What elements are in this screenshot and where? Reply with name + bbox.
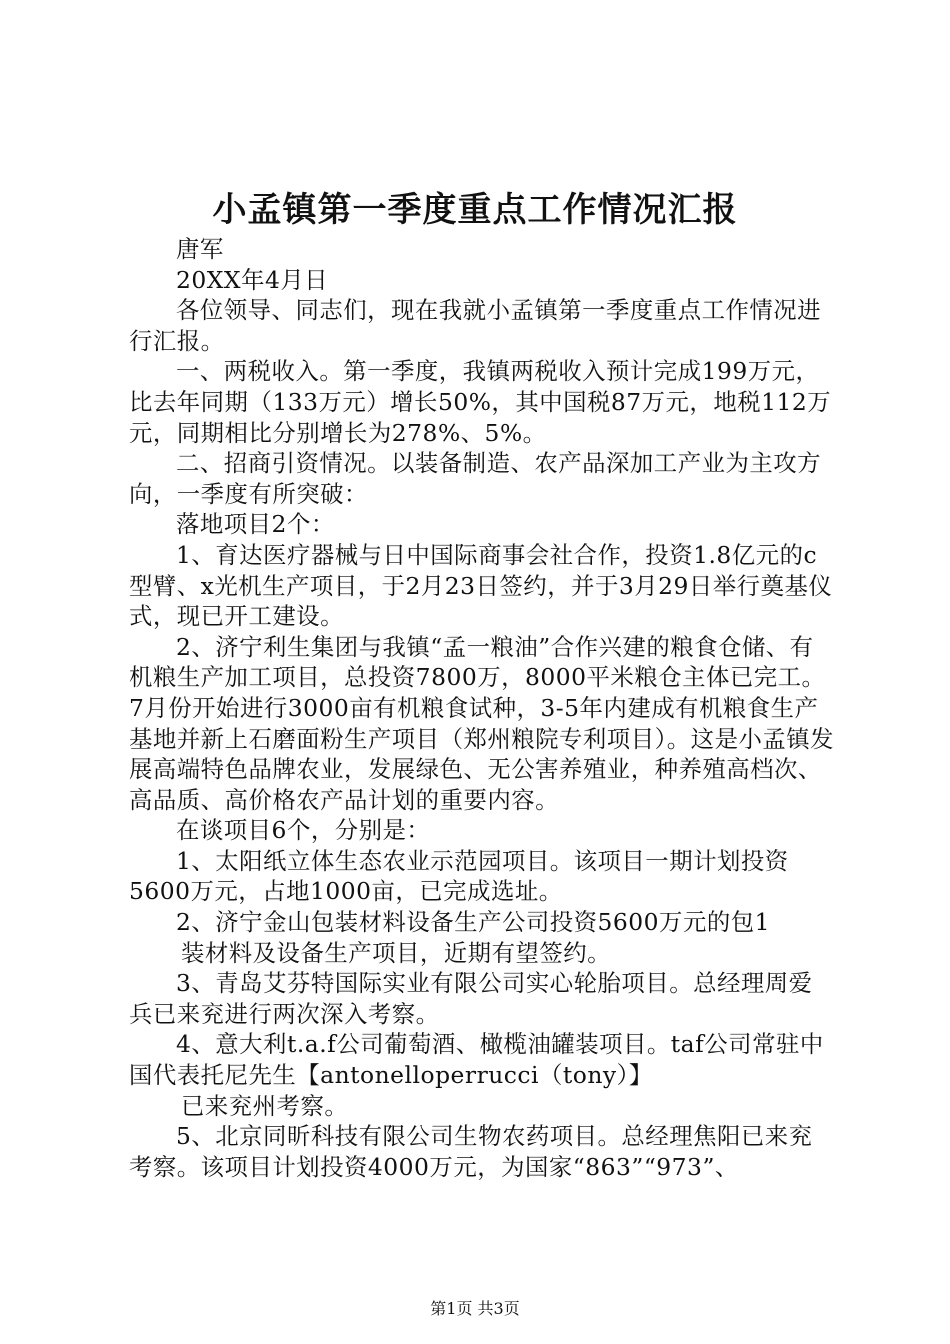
- paragraph-continuation: 装材料及设备生产项目，近期有望签约。: [181, 938, 612, 967]
- paragraph: 2、济宁利生集团与我镇“孟一粮油”合作兴建的粮食仓储、有机粮生产加工项目，总投资7800万，8000平米粮仓主体已完工。7月份开始进行3000亩有机粮食试种，3-5年内建成有机粮食生产基地并新上石磨面粉生产项目（郑州粮院专利项目）。这是小孟镇发展高端特色品牌农业，发展绿色、无公害养殖业，种养殖高档次、高品质、高价格农产品计划的重要内容。: [129, 632, 835, 814]
- document-title: 小孟镇第一季度重点工作情况汇报: [212, 190, 738, 230]
- paragraph-continuation: 已来兖州考察。: [181, 1091, 349, 1120]
- paragraph: 落地项目2个：: [176, 510, 335, 539]
- paragraph: 各位领导、同志们，现在我就小孟镇第一季度重点工作情况进行汇报。: [129, 296, 822, 355]
- paragraph: 1、太阳纸立体生态农业示范园项目。该项目一期计划投资5600万元，占地1000亩，已完成选址。: [129, 846, 789, 906]
- paragraph: 二、招商引资情况。以装备制造、农产品深加工产业为主攻方向，一季度有所突破：: [129, 449, 822, 508]
- paragraph: 在谈项目6个，分别是：: [176, 816, 431, 845]
- date-line: 20XX年4月日: [176, 265, 329, 294]
- paragraph: 一、两税收入。第一季度，我镇两税收入预计完成199万元，比去年同期（133万元）增长50%，其中国税87万元，地税112万元，同期相比分别增长为278%、5%。: [129, 357, 832, 447]
- paragraph: 2、济宁金山包装材料设备生产公司投资5600万元的包1: [176, 908, 770, 937]
- document-body: [129, 234, 835, 1182]
- paragraph: 5、北京同昕科技有限公司生物农药项目。总经理焦阳已来兖考察。该项目计划投资4000万元，为国家“863”“973”、: [129, 1122, 813, 1181]
- paragraph: 3、青岛艾芬特国际实业有限公司实心轮胎项目。总经理周爱兵已来兖进行两次深入考察。: [129, 969, 813, 1028]
- page-footer: 第1页 共3页: [430, 1299, 520, 1318]
- paragraph: 4、意大利t.a.f公司葡萄酒、橄榄油罐装项目。taf公司常驻中国代表托尼先生【antonelloperrucci（tony）】: [129, 1030, 824, 1090]
- author-line: 唐军: [176, 235, 224, 263]
- paragraph: 1、育达医疗器械与日中国际商事会社合作，投资1.8亿元的c型臂、x光机生产项目，于2月23日签约，并于3月29日举行奠基仪式，现已开工建设。: [129, 540, 833, 631]
